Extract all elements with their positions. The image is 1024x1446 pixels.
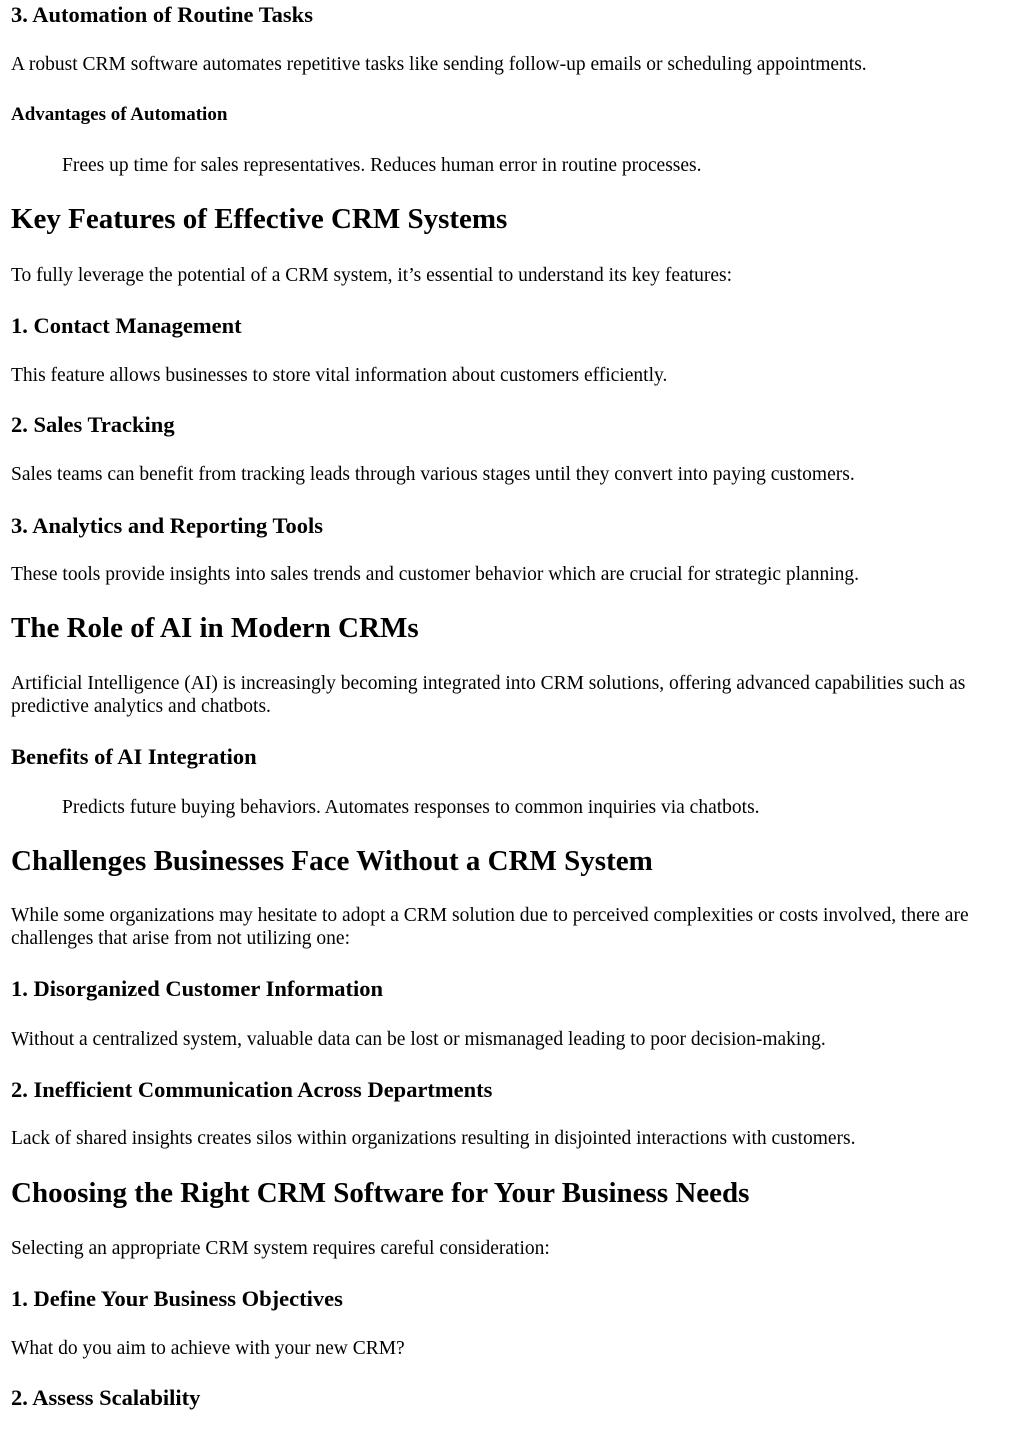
paragraph-challenges-intro: While some organizations may hesitate to adopt a CRM solution due to perceived complexities or costs involved, there are challenges that arise from not utilizing one: bbox=[11, 905, 969, 949]
paragraph-disorganized-info: Without a centralized system, valuable data can be lost or mismanaged leading to poor decision-making. bbox=[11, 1029, 826, 1050]
paragraph-analytics-reporting: These tools provide insights into sales trends and customer behavior which are crucial for strategic planning. bbox=[11, 564, 860, 585]
heading-inefficient-communication: 2. Inefficient Communication Across Departments bbox=[11, 1077, 493, 1102]
heading-key-features: Key Features of Effective CRM Systems bbox=[11, 203, 508, 235]
heading-challenges: Challenges Businesses Face Without a CRM System bbox=[11, 845, 653, 877]
heading-disorganized-info: 1. Disorganized Customer Information bbox=[11, 976, 384, 1001]
heading-sales-tracking: 2. Sales Tracking bbox=[11, 412, 175, 437]
heading-advantages-automation: Advantages of Automation bbox=[11, 104, 228, 125]
paragraph-define-objectives: What do you aim to achieve with your new CRM? bbox=[11, 1338, 405, 1359]
heading-analytics-reporting: 3. Analytics and Reporting Tools bbox=[11, 513, 323, 538]
paragraph-inefficient-communication: Lack of shared insights creates silos within organizations resulting in disjointed interactions with customers. bbox=[11, 1128, 856, 1149]
heading-define-objectives: 1. Define Your Business Objectives bbox=[11, 1286, 343, 1311]
heading-assess-scalability: 2. Assess Scalability bbox=[11, 1385, 201, 1410]
list-benefits-ai: Predicts future buying behaviors. Automates responses to common inquiries via chatbots. bbox=[62, 797, 760, 818]
heading-role-of-ai: The Role of AI in Modern CRMs bbox=[11, 612, 419, 644]
paragraph-automation-intro: A robust CRM software automates repetitive tasks like sending follow-up emails or scheduling appointments. bbox=[11, 54, 867, 75]
list-advantages-automation: Frees up time for sales representatives. Reduces human error in routine processes. bbox=[62, 155, 702, 176]
paragraph-sales-tracking: Sales teams can benefit from tracking leads through various stages until they convert into paying customers. bbox=[11, 464, 855, 485]
heading-contact-management: 1. Contact Management bbox=[11, 313, 242, 338]
paragraph-contact-management: This feature allows businesses to store vital information about customers efficiently. bbox=[11, 365, 668, 386]
heading-benefits-ai: Benefits of AI Integration bbox=[11, 744, 257, 769]
heading-choosing-crm: Choosing the Right CRM Software for Your Business Needs bbox=[11, 1177, 750, 1209]
paragraph-key-features-intro: To fully leverage the potential of a CRM system, it’s essential to understand its key features: bbox=[11, 265, 733, 286]
paragraph-choosing-crm: Selecting an appropriate CRM system requires careful consideration: bbox=[11, 1238, 550, 1259]
paragraph-role-of-ai: Artificial Intelligence (AI) is increasingly becoming integrated into CRM solutions, offering advanced capabilities such as predictive analytics and chatbots. bbox=[11, 673, 966, 717]
heading-automation-routine-tasks: 3. Automation of Routine Tasks bbox=[11, 2, 313, 27]
